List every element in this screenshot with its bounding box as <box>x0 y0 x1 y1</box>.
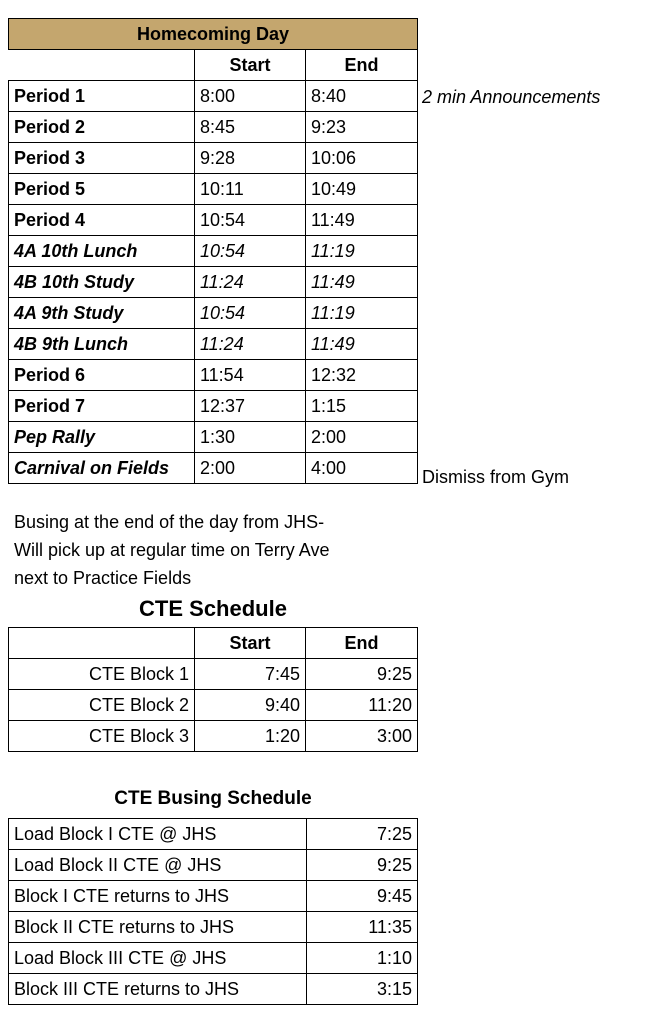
end-time: 2:00 <box>306 422 418 453</box>
homecoming-schedule-table <box>8 18 418 484</box>
table-row <box>9 943 418 974</box>
table-row <box>9 205 418 236</box>
start-time: 8:45 <box>195 112 306 143</box>
start-time: 10:54 <box>195 205 306 236</box>
table-row <box>9 819 418 850</box>
table-row <box>9 391 418 422</box>
table-row <box>9 690 418 721</box>
homecoming-title: Homecoming Day <box>9 19 418 50</box>
start-time: 10:54 <box>195 298 306 329</box>
busing-note <box>14 508 414 592</box>
busing-time: 11:35 <box>307 912 418 943</box>
period-label: Period 3 <box>9 143 195 174</box>
start-time: 10:54 <box>195 236 306 267</box>
busing-label: Load Block III CTE @ JHS <box>9 943 307 974</box>
table-row <box>9 329 418 360</box>
end-time: 11:49 <box>306 205 418 236</box>
start-time: 9:28 <box>195 143 306 174</box>
period-label: 4A 10th Lunch <box>9 236 195 267</box>
table-row <box>9 721 418 752</box>
header-start: Start <box>195 50 306 81</box>
end-time: 3:00 <box>306 721 418 752</box>
block-label: CTE Block 1 <box>9 659 195 690</box>
header-end: End <box>306 628 418 659</box>
table-row <box>9 143 418 174</box>
end-time: 9:23 <box>306 112 418 143</box>
start-time: 10:11 <box>195 174 306 205</box>
busing-label: Block I CTE returns to JHS <box>9 881 307 912</box>
period-label: Period 1 <box>9 81 195 112</box>
start-time: 1:20 <box>195 721 306 752</box>
end-time: 11:20 <box>306 690 418 721</box>
busing-time: 3:15 <box>307 974 418 1005</box>
block-label: CTE Block 2 <box>9 690 195 721</box>
table-row <box>9 298 418 329</box>
dismiss-note: Dismiss from Gym <box>422 467 569 487</box>
table-row <box>9 236 418 267</box>
busing-time: 9:45 <box>307 881 418 912</box>
end-time: 4:00 <box>306 453 418 484</box>
end-time: 11:49 <box>306 267 418 298</box>
table-row <box>9 850 418 881</box>
table-row <box>9 267 418 298</box>
start-time: 1:30 <box>195 422 306 453</box>
cte-busing-table <box>8 818 418 1005</box>
header-end: End <box>306 50 418 81</box>
header-blank <box>9 50 195 81</box>
period-label: Period 2 <box>9 112 195 143</box>
end-time: 1:15 <box>306 391 418 422</box>
start-time: 9:40 <box>195 690 306 721</box>
busing-label: Load Block I CTE @ JHS <box>9 819 307 850</box>
busing-time: 1:10 <box>307 943 418 974</box>
period-label: Period 7 <box>9 391 195 422</box>
start-time: 2:00 <box>195 453 306 484</box>
table-row <box>9 912 418 943</box>
table-row <box>9 881 418 912</box>
busing-note-line: Will pick up at regular time on Terry Ave <box>14 540 330 560</box>
period-label: Period 5 <box>9 174 195 205</box>
end-time: 11:49 <box>306 329 418 360</box>
period-label: 4B 9th Lunch <box>9 329 195 360</box>
header-start: Start <box>195 628 306 659</box>
cte-schedule-title: CTE Schedule <box>139 596 287 621</box>
busing-label: Block II CTE returns to JHS <box>9 912 307 943</box>
announcements-note: 2 min Announcements <box>422 87 601 107</box>
period-label: Period 6 <box>9 360 195 391</box>
table-row <box>9 974 418 1005</box>
end-time: 10:49 <box>306 174 418 205</box>
end-time: 9:25 <box>306 659 418 690</box>
table-row <box>9 360 418 391</box>
busing-note-line: Busing at the end of the day from JHS- <box>14 512 325 532</box>
start-time: 11:24 <box>195 329 306 360</box>
cte-busing-title: CTE Busing Schedule <box>114 788 312 809</box>
end-time: 12:32 <box>306 360 418 391</box>
header-blank <box>9 628 195 659</box>
table-row <box>9 422 418 453</box>
start-time: 8:00 <box>195 81 306 112</box>
table-row <box>9 659 418 690</box>
table-row <box>9 453 418 484</box>
table-row <box>9 112 418 143</box>
busing-label: Block III CTE returns to JHS <box>9 974 307 1005</box>
busing-time: 9:25 <box>307 850 418 881</box>
busing-label: Load Block II CTE @ JHS <box>9 850 307 881</box>
end-time: 8:40 <box>306 81 418 112</box>
table-row <box>9 81 418 112</box>
busing-note-line: next to Practice Fields <box>14 568 192 588</box>
period-label: Period 4 <box>9 205 195 236</box>
start-time: 11:54 <box>195 360 306 391</box>
period-label: 4A 9th Study <box>9 298 195 329</box>
period-label: 4B 10th Study <box>9 267 195 298</box>
busing-time: 7:25 <box>307 819 418 850</box>
table-row <box>9 174 418 205</box>
end-time: 11:19 <box>306 236 418 267</box>
period-label: Pep Rally <box>9 422 195 453</box>
period-label: Carnival on Fields <box>9 453 195 484</box>
cte-schedule-table <box>8 627 418 752</box>
end-time: 11:19 <box>306 298 418 329</box>
start-time: 7:45 <box>195 659 306 690</box>
start-time: 12:37 <box>195 391 306 422</box>
block-label: CTE Block 3 <box>9 721 195 752</box>
end-time: 10:06 <box>306 143 418 174</box>
start-time: 11:24 <box>195 267 306 298</box>
